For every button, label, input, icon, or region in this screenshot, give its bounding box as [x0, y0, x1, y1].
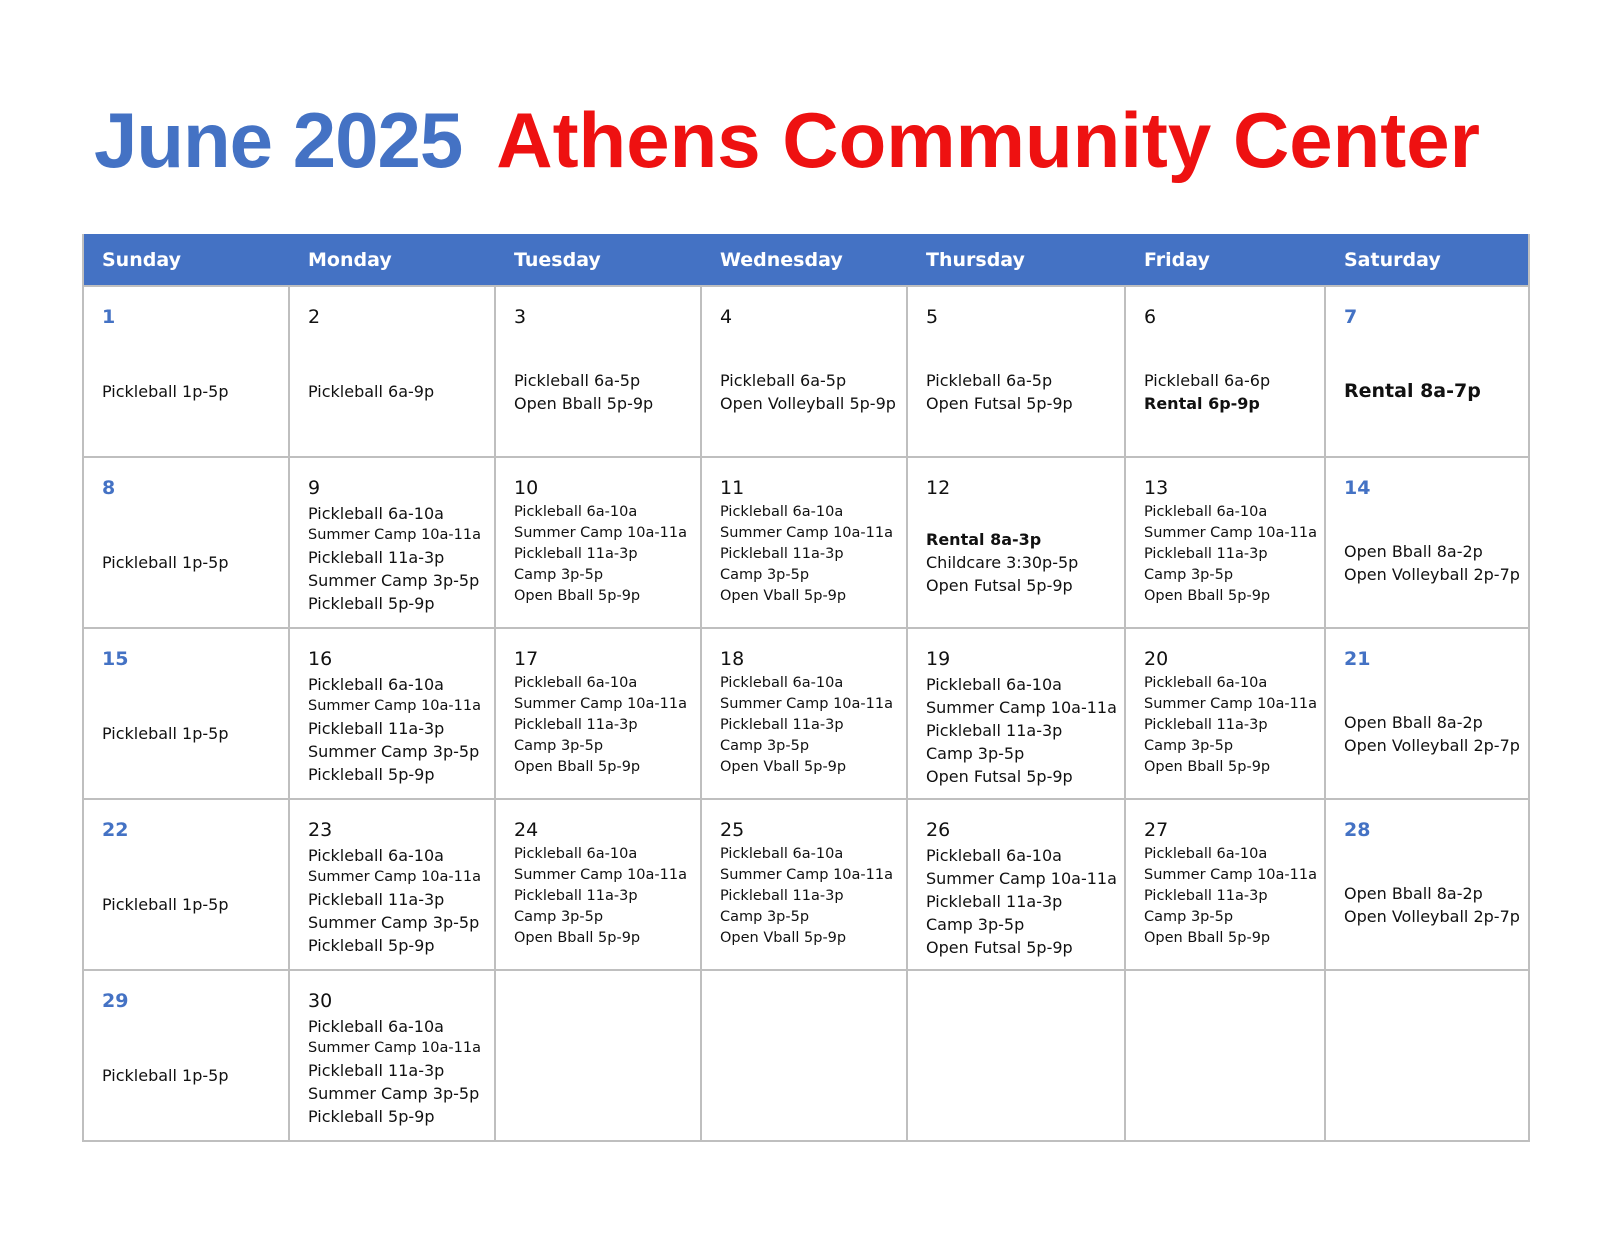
weekday-header-tuesday: Tuesday [496, 234, 702, 285]
event-item: Summer Camp 10a-11a [308, 698, 481, 714]
weekday-header-thursday: Thursday [908, 234, 1126, 285]
event-list [308, 502, 488, 621]
event-item: Pickleball 11a-3p [720, 888, 844, 904]
day-number: 1 [102, 306, 116, 328]
day-number: 25 [720, 819, 745, 841]
event-item: Pickleball 11a-3p [926, 721, 1063, 740]
event-item: Pickleball 5p-9p [308, 936, 435, 955]
event-item: Open Bball 5p-9p [514, 930, 641, 946]
event-item: Camp 3p-5p [1144, 567, 1234, 583]
day-number [720, 989, 896, 1013]
day-cell [84, 798, 290, 969]
day-cell [290, 969, 496, 1140]
event-item: Open Volleyball 5p-9p [720, 393, 896, 413]
day-number: 19 [926, 648, 951, 670]
event-list [308, 1015, 488, 1134]
day-cell [84, 969, 290, 1140]
day-number: 5 [926, 306, 939, 328]
event-item: Summer Camp 10a-11a [514, 525, 687, 541]
event-item: Summer Camp 10a-11a [1144, 525, 1317, 541]
day-number: 27 [1144, 819, 1169, 841]
event-item: Open Futsal 5p-9p [926, 938, 1073, 957]
event-item: Camp 3p-5p [514, 567, 604, 583]
event-item: Open Bball 5p-9p [514, 393, 654, 413]
event-list [102, 846, 282, 963]
event-list [1344, 504, 1522, 621]
event-list [514, 673, 694, 792]
event-item: Pickleball 6a-10a [720, 675, 844, 691]
event-item: Pickleball 6a-10a [926, 675, 1062, 694]
event-item: Open Volleyball 2p-7p [1344, 735, 1520, 755]
event-item: Open Futsal 5p-9p [926, 767, 1073, 786]
event-list [514, 333, 694, 450]
day-number: 17 [514, 648, 539, 670]
event-item: Rental 8a-7p [1344, 380, 1481, 402]
event-list [1344, 1017, 1522, 1134]
day-cell [84, 627, 290, 798]
event-list [102, 504, 282, 621]
day-cell [1326, 627, 1528, 798]
event-item: Pickleball 11a-3p [514, 717, 638, 733]
event-item: Camp 3p-5p [720, 567, 810, 583]
event-item: Pickleball 6a-10a [720, 846, 844, 862]
day-cell [702, 627, 908, 798]
event-list [926, 504, 1118, 621]
day-cell [1126, 798, 1326, 969]
day-cell [908, 627, 1126, 798]
day-cell [1326, 285, 1528, 456]
day-number: 18 [720, 648, 745, 670]
day-number: 6 [1144, 306, 1157, 328]
event-item: Pickleball 6a-5p [926, 370, 1053, 390]
day-number [1144, 989, 1314, 1013]
event-list [1144, 502, 1318, 621]
event-list [1144, 1017, 1318, 1134]
event-list [514, 502, 694, 621]
event-item: Pickleball 11a-3p [308, 548, 445, 567]
event-item: Camp 3p-5p [1144, 738, 1234, 754]
day-number: 13 [1144, 477, 1169, 499]
event-item: Pickleball 6a-10a [308, 504, 444, 523]
event-item: Summer Camp 3p-5p [308, 1084, 480, 1103]
event-item: Pickleball 6a-10a [308, 1017, 444, 1036]
weekday-header-wednesday: Wednesday [702, 234, 908, 285]
day-number: 2 [308, 306, 321, 328]
day-cell [1326, 969, 1528, 1140]
event-item: Pickleball 6a-10a [514, 504, 638, 520]
event-item: Pickleball 5p-9p [308, 1107, 435, 1126]
calendar-title [94, 92, 1480, 188]
day-number: 20 [1144, 648, 1169, 670]
event-item: Summer Camp 3p-5p [308, 742, 480, 761]
month-year-heading: June 2025 [94, 96, 463, 184]
day-number: 12 [926, 477, 951, 499]
day-cell [908, 969, 1126, 1140]
event-list [102, 333, 282, 450]
event-list [926, 333, 1118, 450]
day-number: 28 [1344, 819, 1371, 841]
day-cell [496, 969, 702, 1140]
event-item: Summer Camp 3p-5p [308, 913, 480, 932]
event-item: Pickleball 6a-10a [308, 675, 444, 694]
day-number [1344, 989, 1518, 1013]
day-number: 8 [102, 477, 116, 499]
event-item: Summer Camp 10a-11a [308, 869, 481, 885]
day-number: 26 [926, 819, 951, 841]
event-list [720, 502, 900, 621]
event-list [1144, 673, 1318, 792]
event-item: Open Volleyball 2p-7p [1344, 906, 1520, 926]
event-item: Summer Camp 10a-11a [308, 527, 481, 543]
event-item: Pickleball 1p-5p [102, 895, 229, 914]
day-number: 11 [720, 477, 745, 499]
event-list [102, 675, 282, 792]
event-item: Pickleball 6a-5p [720, 370, 847, 390]
day-cell [908, 456, 1126, 627]
event-item: Summer Camp 10a-11a [926, 698, 1117, 717]
day-cell [702, 798, 908, 969]
event-item: Pickleball 6a-10a [1144, 675, 1268, 691]
event-item: Open Vball 5p-9p [720, 588, 847, 604]
event-item: Pickleball 11a-3p [514, 888, 638, 904]
event-item: Pickleball 1p-5p [102, 553, 229, 572]
event-list [308, 333, 488, 450]
day-number [514, 989, 690, 1013]
event-item: Open Futsal 5p-9p [926, 393, 1073, 413]
day-number: 15 [102, 648, 129, 670]
day-cell [496, 456, 702, 627]
day-number: 30 [308, 990, 333, 1012]
day-number: 14 [1344, 477, 1371, 499]
event-item: Open Bball 5p-9p [1144, 588, 1271, 604]
event-item: Childcare 3:30p-5p [926, 553, 1079, 572]
calendar-grid [82, 234, 1530, 1142]
day-cell [702, 285, 908, 456]
event-item: Pickleball 11a-3p [514, 546, 638, 562]
day-number: 23 [308, 819, 333, 841]
day-cell [702, 456, 908, 627]
weekday-header-saturday: Saturday [1326, 234, 1528, 285]
day-cell [1126, 969, 1326, 1140]
event-item: Pickleball 6a-10a [1144, 504, 1268, 520]
day-number: 22 [102, 819, 129, 841]
event-item: Summer Camp 3p-5p [308, 571, 480, 590]
event-item: Open Bball 5p-9p [1144, 759, 1271, 775]
event-item: Pickleball 5p-9p [308, 594, 435, 613]
day-cell [496, 798, 702, 969]
day-cell [290, 285, 496, 456]
event-item: Camp 3p-5p [1144, 909, 1234, 925]
event-item: Pickleball 6a-10a [926, 846, 1062, 865]
event-item: Open Bball 5p-9p [1144, 930, 1271, 946]
event-item: Pickleball 5p-9p [308, 765, 435, 784]
day-cell [84, 456, 290, 627]
event-list [926, 673, 1118, 792]
event-item: Summer Camp 10a-11a [308, 1040, 481, 1056]
event-item: Open Volleyball 2p-7p [1344, 564, 1520, 584]
day-number: 24 [514, 819, 539, 841]
day-cell [496, 285, 702, 456]
weekday-header-sunday: Sunday [84, 234, 290, 285]
weekday-header-monday: Monday [290, 234, 496, 285]
event-item: Pickleball 1p-5p [102, 724, 229, 743]
event-item: Open Bball 8a-2p [1344, 883, 1483, 903]
event-item: Summer Camp 10a-11a [926, 869, 1117, 888]
day-cell [1326, 798, 1528, 969]
day-number: 3 [514, 306, 527, 328]
event-item: Pickleball 6a-10a [514, 675, 638, 691]
event-item: Pickleball 11a-3p [720, 717, 844, 733]
event-list [1144, 844, 1318, 963]
day-cell [496, 627, 702, 798]
event-item: Summer Camp 10a-11a [720, 867, 893, 883]
event-list [926, 1017, 1118, 1134]
event-item: Pickleball 6a-10a [308, 846, 444, 865]
event-list [1344, 846, 1522, 963]
day-cell [1126, 456, 1326, 627]
event-item: Open Futsal 5p-9p [926, 576, 1073, 595]
event-item: Camp 3p-5p [720, 909, 810, 925]
event-item: Pickleball 11a-3p [926, 892, 1063, 911]
event-item: Pickleball 11a-3p [720, 546, 844, 562]
event-item: Summer Camp 10a-11a [514, 867, 687, 883]
event-item: Pickleball 1p-5p [102, 1066, 229, 1085]
event-item: Camp 3p-5p [720, 738, 810, 754]
event-item: Pickleball 11a-3p [1144, 717, 1268, 733]
day-cell [1126, 627, 1326, 798]
event-list [514, 844, 694, 963]
event-list [720, 673, 900, 792]
event-item: Camp 3p-5p [514, 909, 604, 925]
day-number: 21 [1344, 648, 1371, 670]
event-list [514, 1017, 694, 1134]
event-item: Rental 8a-3p [926, 530, 1042, 549]
event-item: Pickleball 6a-10a [720, 504, 844, 520]
event-item: Open Bball 8a-2p [1344, 712, 1483, 732]
day-cell [1126, 285, 1326, 456]
event-item: Pickleball 6a-6p [1144, 370, 1271, 390]
event-item: Camp 3p-5p [514, 738, 604, 754]
event-list [720, 1017, 900, 1134]
event-list [308, 844, 488, 963]
event-item: Open Vball 5p-9p [720, 759, 847, 775]
event-item: Pickleball 6a-10a [514, 846, 638, 862]
day-cell [290, 456, 496, 627]
event-item: Pickleball 11a-3p [308, 1061, 445, 1080]
event-item: Pickleball 11a-3p [308, 719, 445, 738]
event-list [926, 844, 1118, 963]
event-item: Camp 3p-5p [926, 744, 1025, 763]
day-cell [290, 627, 496, 798]
event-list [308, 673, 488, 792]
day-cell [908, 798, 1126, 969]
day-number: 16 [308, 648, 333, 670]
day-number: 29 [102, 990, 129, 1012]
event-item: Pickleball 1p-5p [102, 382, 229, 401]
event-item: Camp 3p-5p [926, 915, 1025, 934]
weekday-header-friday: Friday [1126, 234, 1326, 285]
day-number: 10 [514, 477, 539, 499]
event-list [102, 1017, 282, 1134]
event-item: Pickleball 11a-3p [308, 890, 445, 909]
event-list [720, 844, 900, 963]
event-item: Summer Camp 10a-11a [720, 525, 893, 541]
event-item: Open Bball 5p-9p [514, 759, 641, 775]
day-number: 7 [1344, 306, 1358, 328]
event-item: Summer Camp 10a-11a [1144, 867, 1317, 883]
event-item: Pickleball 6a-5p [514, 370, 641, 390]
day-cell [84, 285, 290, 456]
event-item: Open Bball 8a-2p [1344, 541, 1483, 561]
event-list [1344, 675, 1522, 792]
event-item: Open Bball 5p-9p [514, 588, 641, 604]
day-cell [1326, 456, 1528, 627]
day-cell [290, 798, 496, 969]
event-item: Summer Camp 10a-11a [1144, 696, 1317, 712]
event-item: Summer Camp 10a-11a [514, 696, 687, 712]
event-item: Rental 6p-9p [1144, 393, 1260, 413]
event-list [720, 333, 900, 450]
event-item: Pickleball 6a-9p [308, 382, 435, 401]
event-list [1344, 333, 1522, 450]
event-item: Pickleball 6a-10a [1144, 846, 1268, 862]
day-number: 4 [720, 306, 733, 328]
event-item: Open Vball 5p-9p [720, 930, 847, 946]
event-item: Pickleball 11a-3p [1144, 546, 1268, 562]
day-cell [908, 285, 1126, 456]
center-name-heading: Athens Community Center [496, 96, 1481, 184]
event-list [1144, 333, 1318, 450]
day-cell [702, 969, 908, 1140]
day-number [926, 989, 1114, 1013]
event-item: Pickleball 11a-3p [1144, 888, 1268, 904]
event-item: Summer Camp 10a-11a [720, 696, 893, 712]
day-number: 9 [308, 477, 321, 499]
